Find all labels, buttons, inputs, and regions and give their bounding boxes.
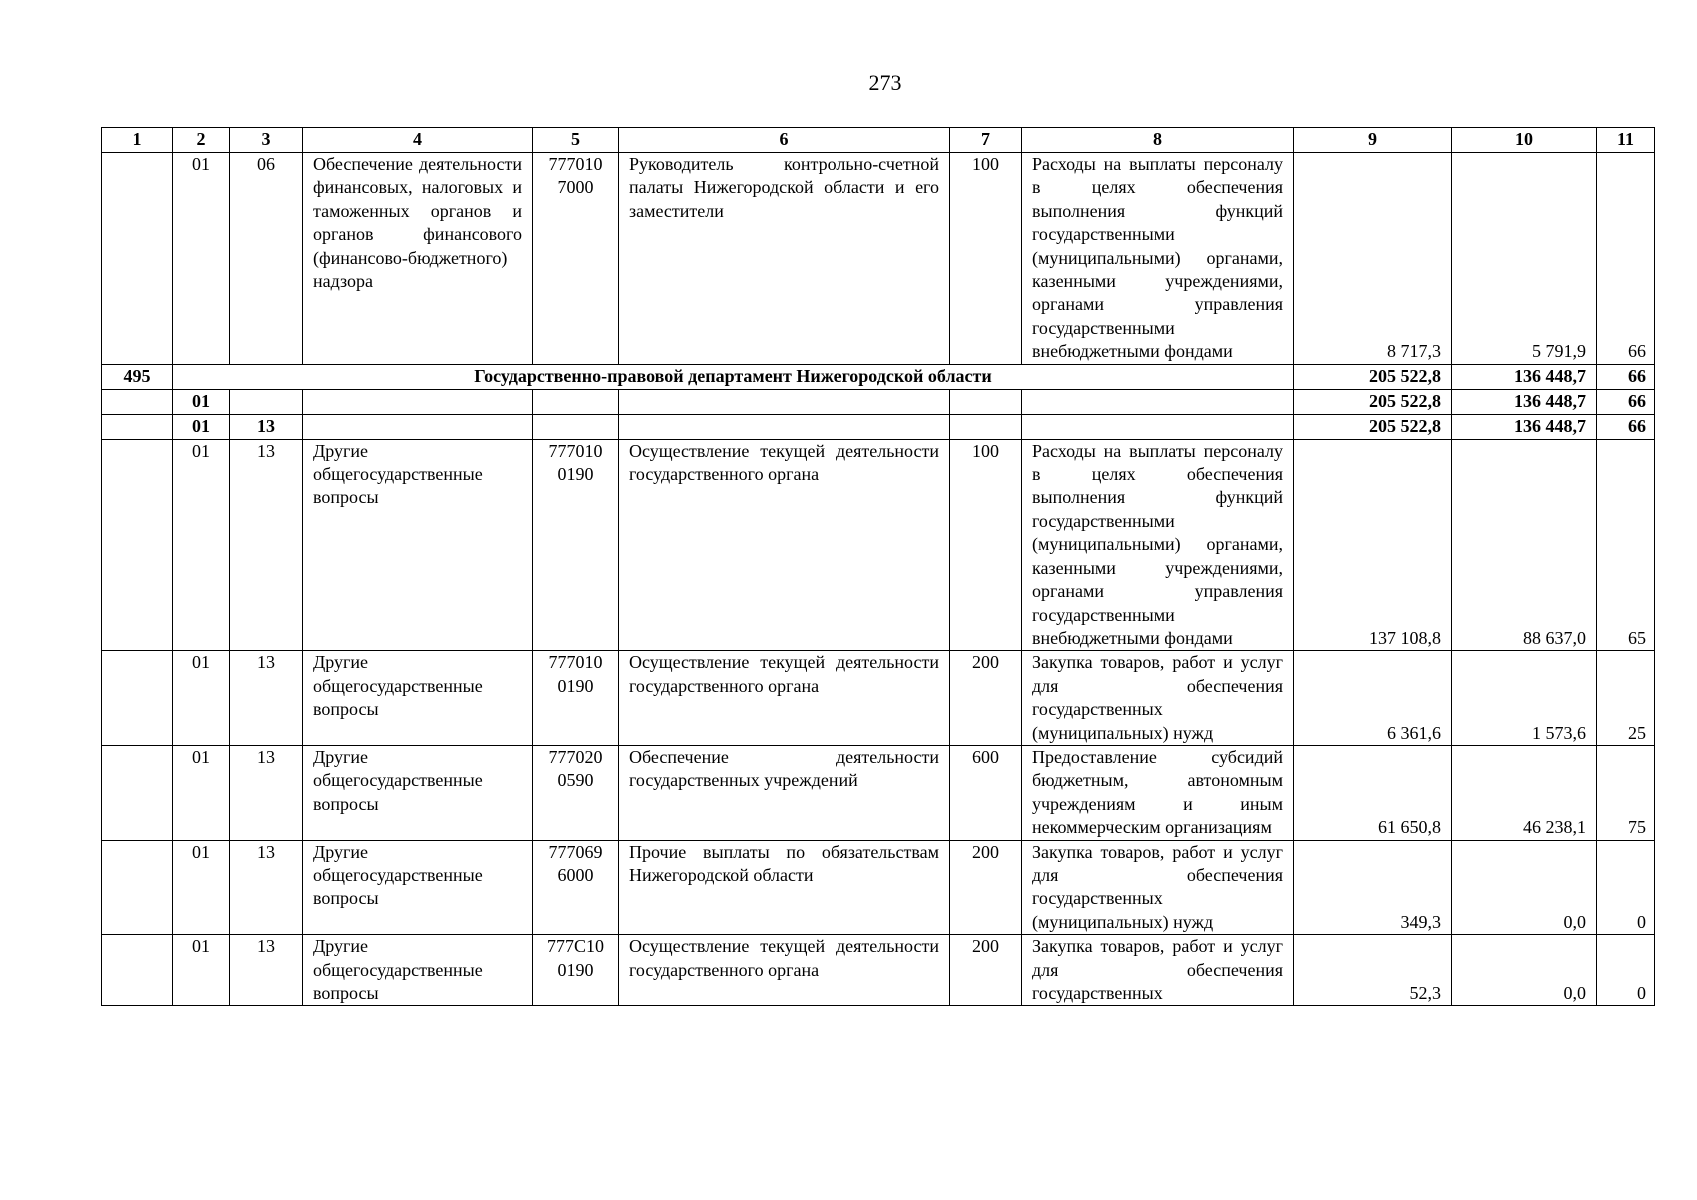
- header-cell: 6: [619, 128, 950, 153]
- cell-subsection: 06: [230, 153, 303, 365]
- cell-expense-type: 100: [950, 439, 1022, 651]
- cell-admin-code: [102, 651, 173, 746]
- cell-section: 01: [173, 414, 230, 439]
- cell-target-article: [533, 153, 619, 365]
- cell-expense-type-name: Предоставление субсидий бюджетным, автономным учреждениям и иным некоммерческим организациям: [1022, 745, 1294, 840]
- header-cell: 2: [173, 128, 230, 153]
- cell-expense-type: 200: [950, 935, 1022, 1006]
- header-cell: 9: [1294, 128, 1452, 153]
- header-cell: 11: [1597, 128, 1655, 153]
- cell-percent: 66: [1597, 389, 1655, 414]
- header-cell: 10: [1452, 128, 1597, 153]
- cell-actual: 46 238,1: [1452, 745, 1597, 840]
- cell-subsection-name: Другие общегосударственные вопросы: [303, 439, 533, 651]
- cell-expense-type-name: [1022, 414, 1294, 439]
- table-row: [102, 439, 1655, 651]
- cell-subsection: 13: [230, 935, 303, 1006]
- cell-percent: 66: [1597, 414, 1655, 439]
- cell-subsection-name: [303, 389, 533, 414]
- cell-article-name: Осуществление текущей деятельности государственного органа: [619, 935, 950, 1006]
- target-article-part1: 777020: [548, 746, 603, 767]
- cell-target-article: [533, 840, 619, 935]
- header-cell: 5: [533, 128, 619, 153]
- cell-actual: 136 448,7: [1452, 414, 1597, 439]
- table-row: [102, 745, 1655, 840]
- cell-section: 01: [173, 935, 230, 1006]
- target-article-part2: 0190: [557, 959, 594, 980]
- cell-article-name: Осуществление текущей деятельности государственного органа: [619, 439, 950, 651]
- header-cell: 4: [303, 128, 533, 153]
- cell-article-name: Обеспечение деятельности государственных учреждений: [619, 745, 950, 840]
- target-article-part2: 0190: [557, 675, 594, 696]
- cell-admin-code: [102, 840, 173, 935]
- target-article-part1: 777С10: [546, 936, 604, 957]
- cell-expense-type: 200: [950, 651, 1022, 746]
- cell-plan: 205 522,8: [1294, 414, 1452, 439]
- cell-admin-code: [102, 153, 173, 365]
- header-cell: 8: [1022, 128, 1294, 153]
- cell-subsection-name: Обеспечение деятельности финансовых, налоговых и таможенных органов и органов финансового (финансово-бюджетного) надзора: [303, 153, 533, 365]
- cell-expense-type-name: Расходы на выплаты персоналу в целях обеспечения выполнения функций государственными (муниципальными) органами, казенными учреждениями, органами управления государственными внебюджетными фондами: [1022, 439, 1294, 651]
- cell-subsection: [230, 389, 303, 414]
- cell-expense-type: 100: [950, 153, 1022, 365]
- cell-article-name: Осуществление текущей деятельности государственного органа: [619, 651, 950, 746]
- cell-percent: 0: [1597, 935, 1655, 1006]
- cell-target-article: [533, 414, 619, 439]
- cell-section: 01: [173, 153, 230, 365]
- target-article-part1: 777010: [548, 154, 603, 174]
- cell-subsection: 13: [230, 651, 303, 746]
- cell-actual: 136 448,7: [1452, 389, 1597, 414]
- cell-admin-code: 495: [102, 364, 173, 389]
- header-cell: 3: [230, 128, 303, 153]
- header-row: [102, 128, 1655, 153]
- cell-actual: 0,0: [1452, 935, 1597, 1006]
- cell-subsection-name: Другие общегосударственные вопросы: [303, 840, 533, 935]
- cell-expense-type-name: Расходы на выплаты персоналу в целях обеспечения выполнения функций государственными (муниципальными) органами, казенными учреждениями, органами управления государственными внебюджетными фондами: [1022, 153, 1294, 365]
- cell-article-name: [619, 389, 950, 414]
- cell-article-name: [619, 414, 950, 439]
- target-article-part1: 777010: [548, 440, 603, 461]
- cell-subsection-name: [303, 414, 533, 439]
- table-row: [102, 153, 1655, 365]
- cell-percent: 75: [1597, 745, 1655, 840]
- cell-section: 01: [173, 840, 230, 935]
- target-article-part2: 0190: [557, 464, 594, 485]
- cell-actual: 88 637,0: [1452, 439, 1597, 651]
- cell-admin-code: [102, 389, 173, 414]
- cell-article-name: Прочие выплаты по обязательствам Нижегородской области: [619, 840, 950, 935]
- target-article-part2: 6000: [557, 864, 594, 885]
- cell-section: 01: [173, 439, 230, 651]
- cell-plan: 8 717,3: [1294, 153, 1452, 365]
- cell-percent: 66: [1597, 153, 1655, 365]
- cell-target-article: [533, 651, 619, 746]
- cell-section: 01: [173, 651, 230, 746]
- cell-admin-code: [102, 745, 173, 840]
- cell-target-article: [533, 389, 619, 414]
- table-body: [102, 128, 1655, 1006]
- cell-subsection: 13: [230, 840, 303, 935]
- subsection-row: [102, 414, 1655, 439]
- cell-admin-code: [102, 414, 173, 439]
- cell-percent: 0: [1597, 840, 1655, 935]
- target-article-part2: 0590: [557, 770, 594, 791]
- cell-plan: 6 361,6: [1294, 651, 1452, 746]
- cell-actual: 5 791,9: [1452, 153, 1597, 365]
- header-cell: 1: [102, 128, 173, 153]
- table-row: [102, 651, 1655, 746]
- cell-target-article: [533, 745, 619, 840]
- target-article-part2: 7000: [557, 177, 594, 198]
- cell-target-article: [533, 935, 619, 1006]
- cell-admin-code: [102, 439, 173, 651]
- cell-percent: 66: [1597, 364, 1655, 389]
- cell-expense-type: [950, 389, 1022, 414]
- cell-plan: 61 650,8: [1294, 745, 1452, 840]
- cell-expense-type: [950, 414, 1022, 439]
- table-row: [102, 840, 1655, 935]
- header-cell: 7: [950, 128, 1022, 153]
- cell-plan: 205 522,8: [1294, 364, 1452, 389]
- page-number: 273: [868, 70, 902, 95]
- cell-admin-code: [102, 935, 173, 1006]
- department-row: [102, 364, 1655, 389]
- cell-expense-type-name: Закупка товаров, работ и услуг для обеспечения государственных (муниципальных) нужд: [1022, 651, 1294, 746]
- department-title: Государственно-правовой департамент Нижегородской области: [173, 364, 1294, 389]
- cell-expense-type-name: Закупка товаров, работ и услуг для обеспечения государственных (муниципальных) нужд: [1022, 840, 1294, 935]
- cell-target-article: [533, 439, 619, 651]
- budget-table: [101, 127, 1655, 1006]
- cell-subsection-name: Другие общегосударственные вопросы: [303, 935, 533, 1006]
- cell-plan: 205 522,8: [1294, 389, 1452, 414]
- target-article-part1: 777010: [548, 652, 603, 673]
- cell-actual: 136 448,7: [1452, 364, 1597, 389]
- cell-actual: 0,0: [1452, 840, 1597, 935]
- cell-subsection-name: Другие общегосударственные вопросы: [303, 651, 533, 746]
- cell-subsection: 13: [230, 414, 303, 439]
- cell-plan: 349,3: [1294, 840, 1452, 935]
- cell-expense-type: 600: [950, 745, 1022, 840]
- table-row: [102, 935, 1655, 1006]
- cell-plan: 52,3: [1294, 935, 1452, 1006]
- cell-percent: 65: [1597, 439, 1655, 651]
- cell-subsection-name: Другие общегосударственные вопросы: [303, 745, 533, 840]
- cell-section: 01: [173, 389, 230, 414]
- cell-subsection: 13: [230, 439, 303, 651]
- cell-expense-type-name: [1022, 389, 1294, 414]
- cell-percent: 25: [1597, 651, 1655, 746]
- cell-expense-type-name: Закупка товаров, работ и услуг для обеспечения государственных: [1022, 935, 1294, 1006]
- cell-article-name: Руководитель контрольно-счетной палаты Нижегородской области и его заместители: [619, 153, 950, 365]
- section-row: [102, 389, 1655, 414]
- cell-section: 01: [173, 745, 230, 840]
- cell-actual: 1 573,6: [1452, 651, 1597, 746]
- cell-subsection: 13: [230, 745, 303, 840]
- cell-plan: 137 108,8: [1294, 439, 1452, 651]
- cell-expense-type: 200: [950, 840, 1022, 935]
- target-article-part1: 777069: [548, 841, 603, 862]
